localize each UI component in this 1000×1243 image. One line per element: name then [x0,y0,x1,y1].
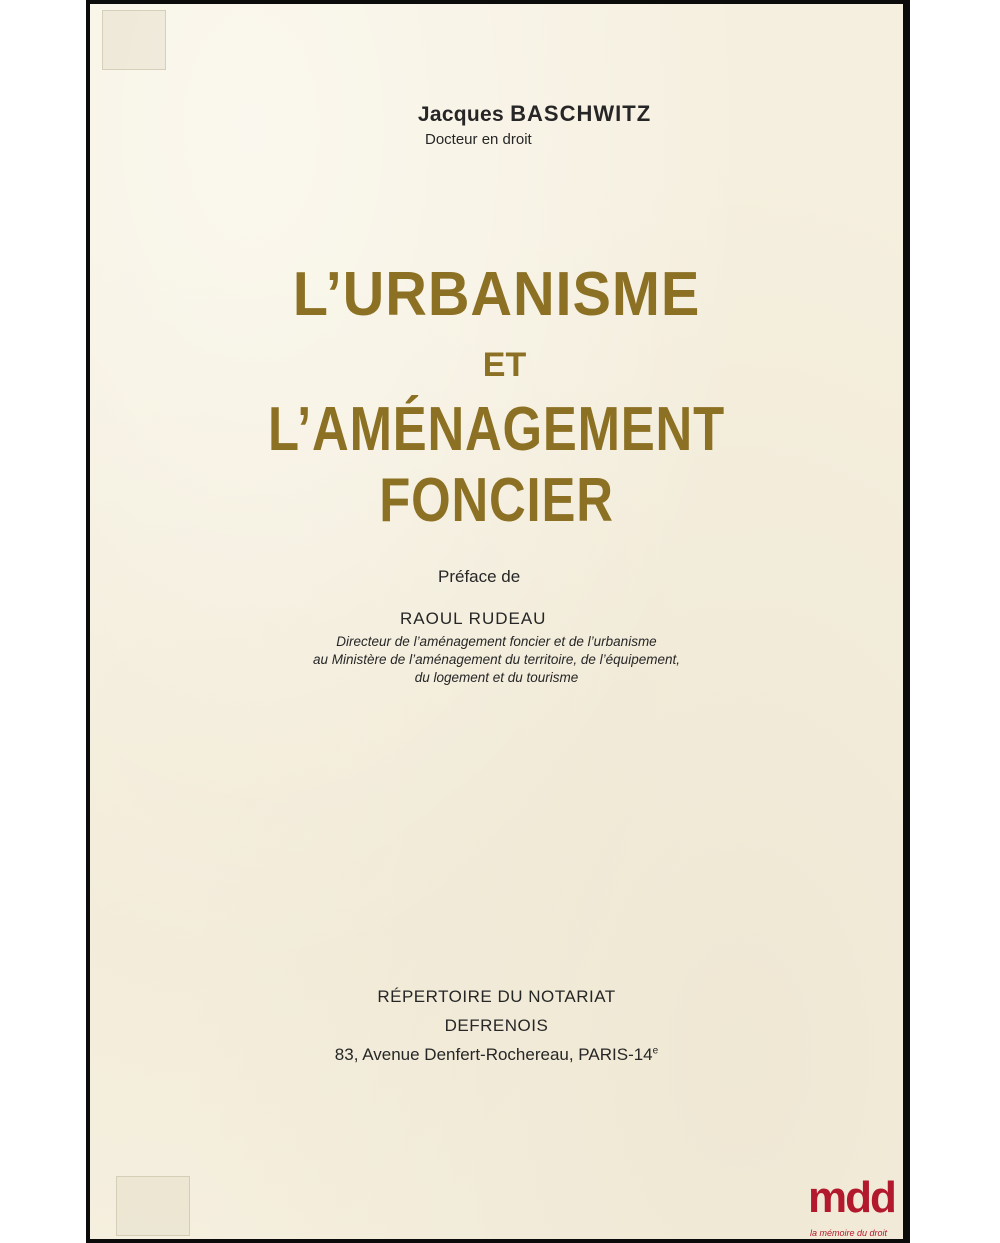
watermark-tagline: la mémoire du droit [810,1228,888,1238]
publisher-series: RÉPERTOIRE DU NOTARIAT [377,987,616,1006]
publisher-address-text: 83, Avenue Denfert-Rochereau, PARIS-14 [334,1045,653,1064]
preface-author: RAOUL RUDEAU [400,609,547,628]
preface-role-line: du logement et du tourisme [414,670,579,685]
book-title-line-1: L’URBANISME [292,260,701,329]
paper-stain [116,1176,190,1236]
preface-author-role [90,633,903,687]
author-name [90,101,903,127]
book-cover [90,4,903,1239]
book-title-line-3: L’AMÉNAGEMENT FONCIER [268,395,725,535]
author-last-name: BASCHWITZ [510,101,652,126]
publisher-address [90,1045,903,1065]
watermark-mark: mdd [808,1173,895,1222]
author-degree: Docteur en droit [425,131,532,148]
author-first-name: Jacques [417,103,505,126]
publisher-name: DEFRENOIS [444,1016,549,1035]
preface-label: Préface de [438,567,521,586]
publisher-address-sup: e [652,1045,659,1057]
preface-role-line: au Ministère de l’aménagement du territoire, de l’équipement, [313,652,680,667]
watermark-logo [808,1173,918,1243]
preface-role-line: Directeur de l’aménagement foncier et de l’urbanisme [336,634,657,649]
paper-stain [102,10,166,70]
book-title-line-2: ET [482,346,527,384]
